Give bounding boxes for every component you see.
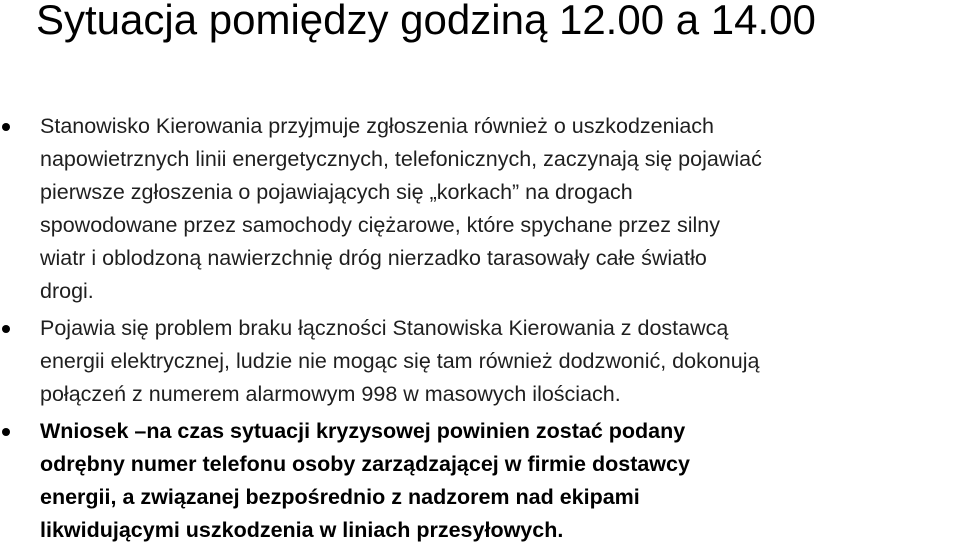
bullet-dot-icon xyxy=(2,325,10,333)
bullet-2-line-2: energii elektrycznej, ludzie nie mogąc się tam również dodzwonić, dokonują xyxy=(40,349,760,373)
bullet-2-line-3: połączeń z numerem alarmowym 998 w masowych ilościach. xyxy=(40,382,621,406)
bullet-item-conclusion xyxy=(0,415,960,547)
bullet-dot-icon xyxy=(2,123,10,131)
bullet-item-1 xyxy=(0,110,960,308)
bullet-3-line-2: odrębny numer telefonu osoby zarządzającej w firmie dostawcy xyxy=(40,452,690,476)
bullet-1-line-5: wiatr i oblodzoną nawierzchnię dróg nierzadko tarasowały całe światło xyxy=(40,246,707,270)
bullet-3-line-3: energii, a związanej bezpośrednio z nadzorem nad ekipami xyxy=(40,485,640,509)
bullet-3-line-1: Wniosek –na czas sytuacji kryzysowej powinien zostać podany xyxy=(40,419,686,443)
bullet-dot-icon xyxy=(2,428,10,436)
bullet-1-line-3: pierwsze zgłoszenia o pojawiających się „korkach” na drogach xyxy=(40,180,633,204)
bullet-list xyxy=(0,110,960,551)
bullet-1-line-2: napowietrznych linii energetycznych, telefonicznych, zaczynają się pojawiać xyxy=(40,147,762,171)
bullet-1-line-4: spowodowane przez samochody ciężarowe, które spychane przez silny xyxy=(40,213,720,237)
bullet-item-2 xyxy=(0,312,960,411)
bullet-1-line-6: drogi. xyxy=(40,279,94,303)
bullet-2-line-1: Pojawia się problem braku łączności Stanowiska Kierowania z dostawcą xyxy=(40,316,729,340)
bullet-3-line-4: likwidującymi uszkodzenia w liniach przesyłowych. xyxy=(40,518,564,542)
slide-title: Sytuacja pomiędzy godziną 12.00 a 14.00 xyxy=(36,0,816,43)
bullet-1-line-1: Stanowisko Kierowania przyjmuje zgłoszenia również o uszkodzeniach xyxy=(40,114,715,138)
